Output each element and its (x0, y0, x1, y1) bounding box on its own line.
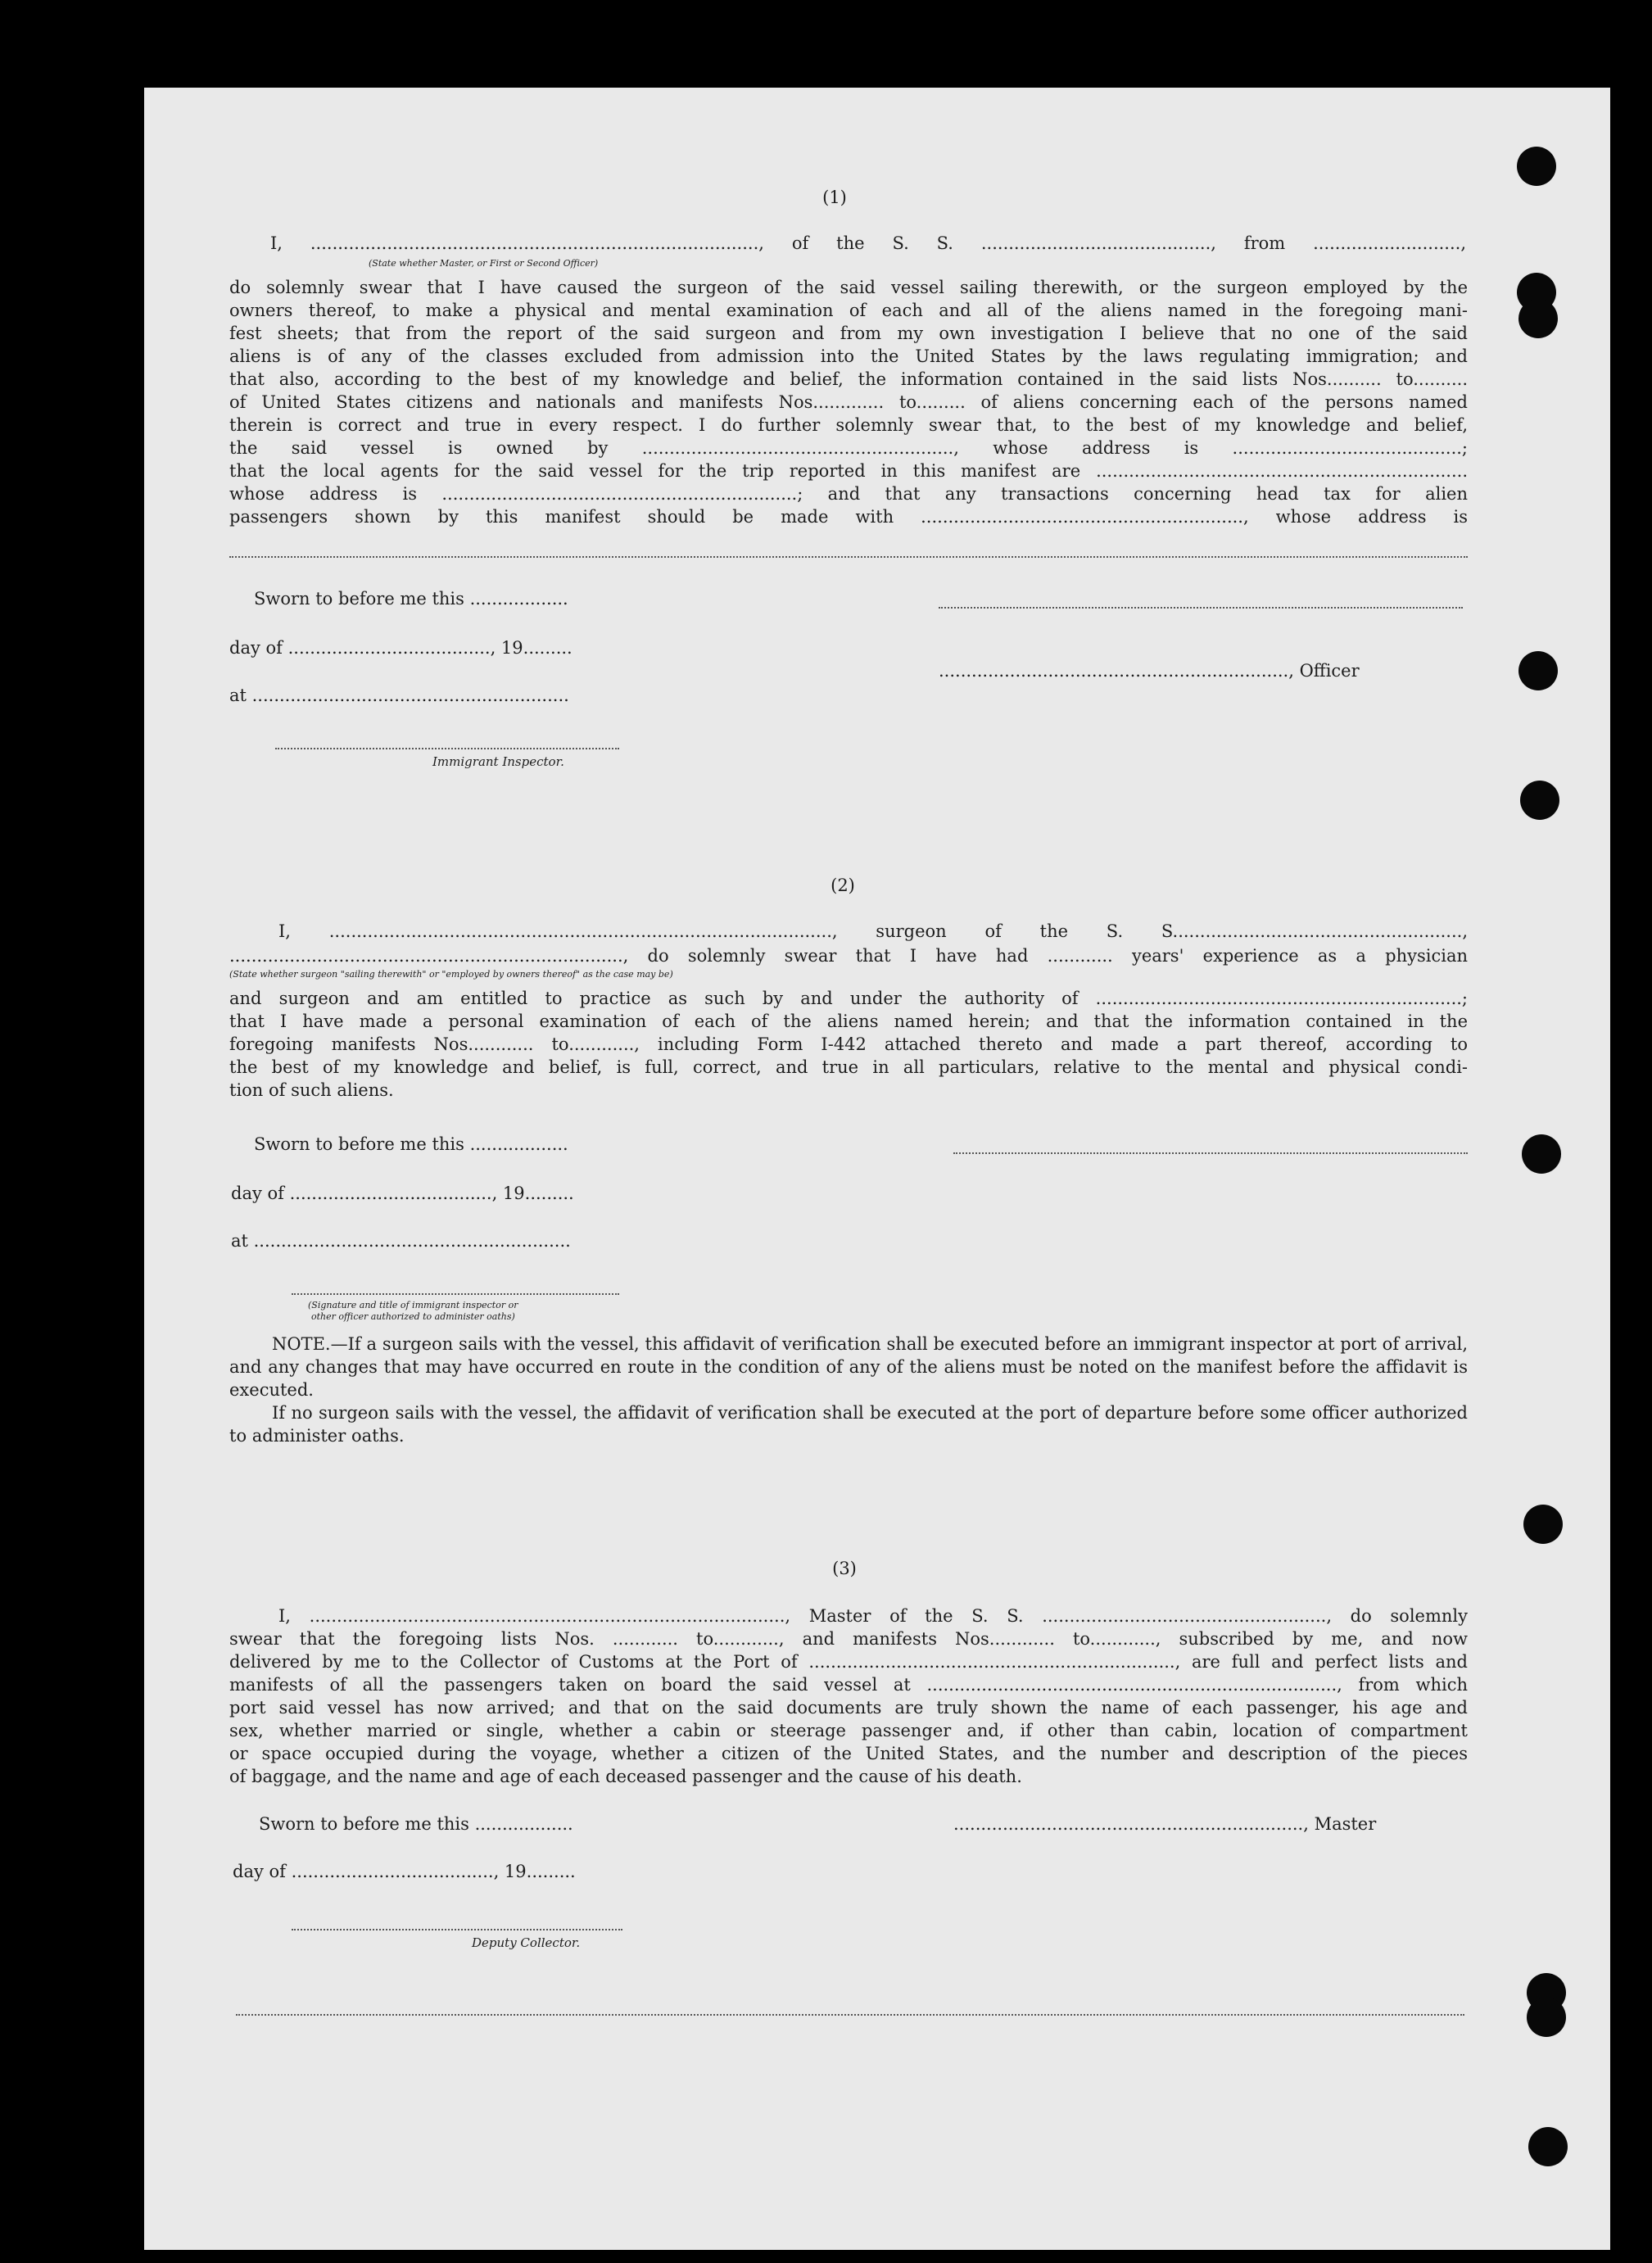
surgeon-note: (State whether surgeon "sailing therewith" or "employed by owners thereof" as the case may be) (229, 969, 673, 980)
section-1-line: that the local agents for the said vessel for the trip reported in this manifest are .................................................................... (229, 461, 1468, 481)
signature-note: other officer authorized to administer oaths) (311, 1311, 515, 1322)
section-3-line: of baggage, and the name and age of each deceased passenger and the cause of his death. (229, 1767, 1022, 1786)
bottom-dotted-rule (236, 2014, 1464, 2016)
inspector-label: Immigrant Inspector. (432, 754, 564, 769)
day-line: day of ....................................., 19......... (231, 1184, 574, 1203)
section-1-line: do solemnly swear that I have caused the surgeon of the said vessel sailing therewith, or the surgeon employed by the (229, 278, 1468, 297)
at-line: at .......................................................... (231, 1231, 571, 1251)
punch-hole (1518, 651, 1558, 690)
section-2-line: I, ............................................................................................, surgeon of the S. S....................................................., (278, 921, 1468, 941)
section-3-line: delivered by me to the Collector of Customs at the Port of ..................................................................., are full and perfect lists and (229, 1652, 1468, 1672)
section-1-number: (1) (822, 188, 847, 207)
section-1-line: of United States citizens and nationals and manifests Nos............. to......... of aliens concerning each of the persons named (229, 392, 1468, 412)
section-2-number: (2) (831, 876, 855, 895)
punch-hole (1520, 781, 1559, 820)
signature-line (953, 1152, 1468, 1154)
section-3-number: (3) (832, 1559, 857, 1578)
section-2-line: and surgeon and am entitled to practice as such by and under the authority of ...................................................................; (229, 989, 1468, 1008)
section-2-line: foregoing manifests Nos............ to............, including Form I-442 attached thereto and made a part thereof, according to (229, 1034, 1468, 1054)
section-2-line: the best of my knowledge and belief, is full, correct, and true in all particulars, relative to the mental and physical condi- (229, 1057, 1468, 1077)
section-2-line: that I have made a personal examination of each of the aliens named herein; and that the information contained in the (229, 1012, 1468, 1031)
sworn-line: Sworn to before me this .................. (259, 1814, 573, 1834)
section-3-line: port said vessel has now arrived; and that on the said documents are truly shown the name of each passenger, his age and (229, 1698, 1468, 1718)
section-1-line: therein is correct and true in every respect. I do further solemnly swear that, to the best of my knowledge and belief, (229, 415, 1468, 435)
section-1-line: passengers shown by this manifest should be made with ..........................................................., whose address is (229, 507, 1468, 527)
section-3-line: manifests of all the passengers taken on board the said vessel at ..........................................................................., from which (229, 1675, 1468, 1695)
officer-note: (State whether Master, or First or Second Officer) (369, 258, 599, 269)
signature-line (939, 607, 1463, 609)
document-page (144, 88, 1610, 2250)
at-line: at .......................................................... (229, 686, 569, 705)
section-2-line: tion of such aliens. (229, 1080, 394, 1100)
punch-hole (1522, 1134, 1561, 1174)
punch-hole (1523, 1505, 1563, 1544)
master-line: ................................................................, Master (953, 1814, 1377, 1834)
signature-line (275, 748, 619, 749)
section-1-line: the said vessel is owned by ........................................................., whose address is ..........................................; (229, 438, 1468, 458)
dotted-rule (229, 556, 1468, 558)
section-1-line: whose address is .................................................................; and that any transactions concerning head tax for alien (229, 484, 1468, 504)
surgeon-note-paragraph: NOTE.—If a surgeon sails with the vessel, this affidavit of verification shall be executed before an immigrant inspector at port of arrival, and any changes that may have occurred en route in the condition of any of the aliens must be noted on the manifest before the affidavit is executed. (229, 1334, 1468, 1400)
section-3-line: or space occupied during the voyage, whether a citizen of the United States, and the number and description of the pieces (229, 1744, 1468, 1763)
day-line: day of ....................................., 19......... (233, 1862, 576, 1881)
officer-line: ................................................................, Officer (939, 661, 1360, 681)
section-1-line: that also, according to the best of my knowledge and belief, the information contained in the said lists Nos.......... to.......... (229, 369, 1468, 389)
section-2-line: ........................................................................, do solemnly swear that I have had ............ years' experience as a physician (229, 946, 1468, 966)
signature-line (292, 1293, 619, 1295)
day-line: day of ....................................., 19......... (229, 638, 573, 658)
surgeon-note-paragraph: If no surgeon sails with the vessel, the affidavit of verification shall be executed at the port of departure before some officer authorized to administer oaths. (229, 1403, 1468, 1446)
sworn-line: Sworn to before me this .................. (254, 589, 568, 609)
signature-line (292, 1929, 622, 1930)
section-1-line: fest sheets; that from the report of the said surgeon and from my own investigation I believe that no one of the said (229, 324, 1468, 343)
sworn-line: Sworn to before me this .................. (254, 1134, 568, 1154)
section-1-line: aliens is of any of the classes excluded from admission into the United States by the laws regulating immigration; and (229, 346, 1468, 366)
section-3-line: I, ......................................................................................., Master of the S. S. ...................................................., do solemnly (278, 1606, 1468, 1626)
signature-note: (Signature and title of immigrant inspector or (308, 1300, 518, 1310)
punch-hole (1518, 299, 1558, 338)
punch-hole (1527, 1998, 1566, 2037)
section-1-line: owners thereof, to make a physical and mental examination of each and all of the aliens named in the foregoing mani- (229, 301, 1468, 320)
punch-hole (1517, 147, 1556, 186)
section-1-line: I, .................................................................................., of the S. S. .........................................., from ..........................., (270, 233, 1466, 253)
section-3-line: sex, whether married or single, whether a cabin or steerage passenger and, if other than cabin, location of compartment (229, 1721, 1468, 1740)
deputy-label: Deputy Collector. (472, 1935, 581, 1950)
section-3-line: swear that the foregoing lists Nos. ............ to............, and manifests Nos............ to............, subscribed by me, and now (229, 1629, 1468, 1649)
punch-hole (1528, 2127, 1568, 2166)
